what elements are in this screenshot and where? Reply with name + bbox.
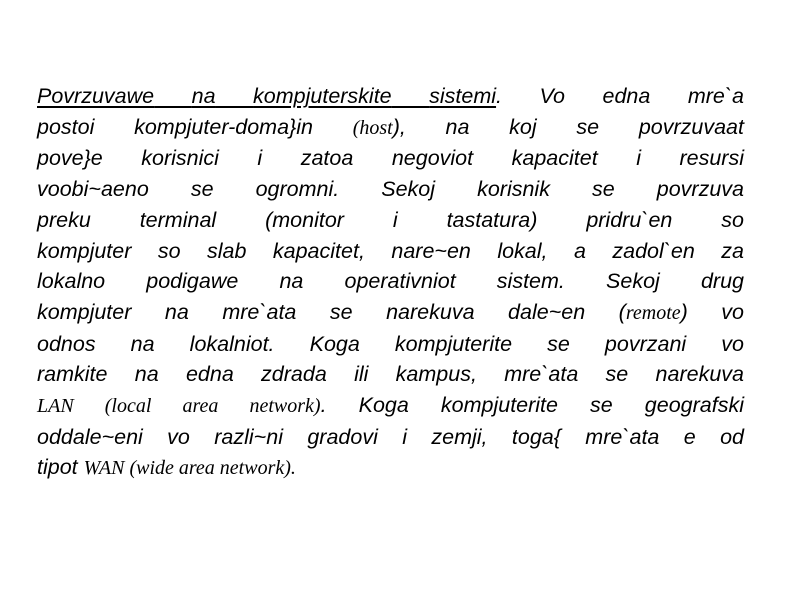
body-text: tipot: [37, 455, 84, 480]
body-text: voobi~aeno se ogromni. Sekoj korisnik se povrzuva: [37, 177, 744, 202]
paragraph-line: [37, 81, 744, 112]
paragraph-line: [37, 452, 744, 484]
paragraph-line: [37, 359, 744, 390]
body-text: oddale~eni vo razli~ni gradovi i zemji, toga{ mre`ata e od: [37, 424, 744, 449]
body-text: ) vo: [680, 299, 744, 324]
paragraph-line: [37, 236, 744, 267]
paragraph-line: [37, 143, 744, 174]
term-text: LAN (local area network): [37, 395, 321, 418]
body-text: kompjuter na mre`ata se narekuva dale~en (: [37, 299, 626, 324]
title-underlined-text: [392, 84, 430, 108]
paragraph-line: [37, 297, 744, 329]
body-text: . Vo edna mre`a: [496, 84, 744, 108]
body-paragraph: [37, 81, 744, 484]
body-text: odnos na lokalniot. Koga kompjuterite se povrzani vo: [37, 331, 744, 356]
title-underlined-text: kompjuterskite: [253, 84, 392, 108]
body-text: lokalno podigawe na operativniot sistem. Sekoj drug: [37, 269, 744, 294]
title-underlined-text: [154, 84, 192, 108]
term-text: remote: [625, 301, 681, 324]
body-text: preku terminal (monitor i tastatura) pridru`en so: [37, 207, 744, 232]
body-text: pove}e korisnici i zatoa negoviot kapacitet i resursi: [37, 146, 744, 171]
paragraph-line: [37, 174, 744, 205]
title-underlined-text: [216, 84, 254, 108]
title-underlined-text: na: [191, 84, 216, 108]
paragraph-line: [37, 205, 744, 236]
paragraph-line: [37, 422, 744, 453]
term-text: (host: [352, 116, 393, 139]
title-underlined-text: Povrzuvawe: [37, 84, 155, 108]
paragraph-line: [37, 112, 744, 144]
title-underlined-text: sistemi: [429, 84, 497, 108]
paragraph-line: [37, 266, 744, 297]
term-text: WAN (wide area network).: [83, 457, 296, 480]
body-text: postoi kompjuter-doma}in: [37, 114, 353, 139]
body-text: . Koga kompjuterite se geografski: [320, 393, 745, 418]
body-text: ), na koj se povrzuvaat: [392, 114, 744, 139]
paragraph-line: [37, 329, 744, 360]
paragraph-line: [37, 390, 744, 422]
body-text: ramkite na edna zdrada ili kampus, mre`ata se narekuva: [37, 362, 744, 387]
body-text: kompjuter so slab kapacitet, nare~en lokal, a zadol`en za: [37, 238, 744, 263]
